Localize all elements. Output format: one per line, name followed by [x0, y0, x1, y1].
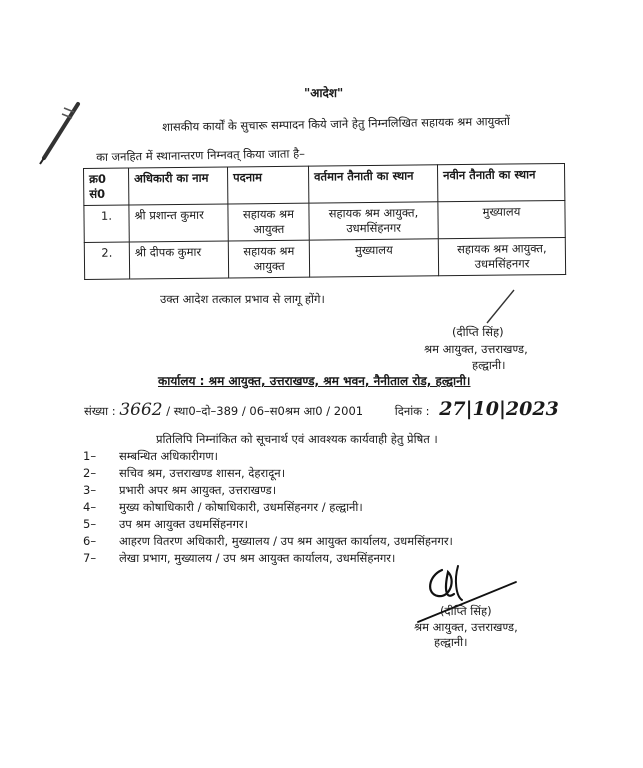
signatory-name-2: (दीप्ति सिंह) — [440, 604, 492, 618]
copy-heading: प्रतिलिपि निम्नांकित को सूचनार्थ एवं आवश्यक कार्यवाही हेतु प्रेषित । — [156, 432, 438, 446]
intro-line-2: का जनहित में स्थानान्तरण निम्नवत् किया जाता है– — [96, 146, 306, 164]
list-text: सचिव श्रम, उत्तराखण्ड शासन, देहरादून। — [119, 466, 286, 480]
cell-new-posting: सहायक श्रम आयुक्त, उधमसिंहनगर — [438, 237, 565, 275]
signatory-designation-2: श्रम आयुक्त, उत्तराखण्ड, — [414, 620, 518, 634]
date-value: 27|10|2023 — [439, 398, 559, 420]
reference-line — [84, 398, 559, 420]
list-item — [83, 551, 395, 565]
office-address: कार्यालय : श्रम आयुक्त, उत्तराखण्ड, श्रम भवन, नैनीताल रोड, हल्द्वानी। — [158, 374, 471, 388]
list-item — [83, 517, 248, 531]
table-header-row — [84, 163, 565, 205]
list-text: मुख्य कोषाधिकारी / कोषाधिकारी, उधमसिंहनगर / हल्द्वानी। — [119, 500, 363, 514]
list-number: 3– — [83, 483, 97, 497]
list-number: 4– — [83, 500, 97, 514]
order-title: "आदेश" — [304, 86, 344, 100]
list-item — [83, 483, 276, 497]
col-new-posting: नवीन तैनाती का स्थान — [437, 163, 564, 201]
transfer-table — [83, 163, 566, 280]
list-number: 5– — [83, 517, 97, 531]
list-text: प्रभारी अपर श्रम आयुक्त, उत्तराखण्ड। — [119, 483, 277, 497]
list-text: लेखा प्रभाग, मुख्यालय / उप श्रम आयुक्त कार्यालय, उधमसिंहनगर। — [119, 551, 396, 565]
table-row — [84, 200, 565, 242]
list-item — [83, 466, 285, 480]
signatory-place: हल्द्वानी। — [472, 358, 506, 372]
effect-statement: उक्त आदेश तत्काल प्रभाव से लागू होंगे। — [160, 292, 325, 306]
signatory-name: (दीप्ति सिंह) — [452, 325, 504, 339]
list-number: 7– — [83, 551, 97, 565]
signatory-designation: श्रम आयुक्त, उत्तराखण्ड, — [424, 342, 528, 356]
list-item — [83, 449, 218, 463]
file-reference: / स्था0–दो–389 / 06–स0श्रम आ0 / 2001 — [166, 404, 364, 418]
list-item — [83, 534, 453, 548]
cell-current-posting: सहायक श्रम आयुक्त, उधमसिंहनगर — [309, 202, 438, 240]
intro-line-1: शासकीय कार्यों के सुचारू सम्पादन किये जाने हेतु निम्नलिखित सहायक श्रम आयुक्तों — [162, 113, 511, 134]
signatory-place-2: हल्द्वानी। — [434, 635, 468, 649]
signature-stroke-icon — [484, 288, 518, 326]
cell-new-posting: मुख्यालय — [438, 200, 565, 238]
list-text: उप श्रम आयुक्त उधमसिंहनगर। — [119, 517, 248, 531]
col-current-posting: वर्तमान तैनाती का स्थान — [308, 165, 437, 203]
cell-current-posting: मुख्यालय — [309, 239, 438, 277]
list-text: सम्बन्धित अधिकारीगण। — [119, 449, 219, 463]
date-label: दिनांक : — [394, 404, 430, 418]
list-number: 2– — [83, 466, 97, 480]
list-number: 6– — [83, 534, 97, 548]
col-serial: क्र0 सं0 — [84, 168, 129, 205]
col-officer-name: अधिकारी का नाम — [129, 167, 228, 205]
cell-designation: सहायक श्रम आयुक्त — [228, 203, 309, 241]
cell-officer-name: श्री दीपक कुमार — [129, 241, 228, 279]
list-number: 1– — [83, 449, 97, 463]
list-item — [83, 500, 363, 514]
cell-designation: सहायक श्रम आयुक्त — [228, 240, 309, 278]
reference-number: 3662 — [119, 400, 163, 420]
table-row — [84, 237, 565, 279]
pen-mark-icon — [34, 100, 86, 166]
cell-serial: 2. — [84, 242, 129, 279]
cell-officer-name: श्री प्रशान्त कुमार — [129, 204, 228, 242]
list-text: आहरण वितरण अधिकारी, मुख्यालय / उप श्रम आयुक्त कार्यालय, उधमसिंहनगर। — [119, 534, 453, 548]
cell-serial: 1. — [84, 205, 129, 242]
col-designation: पदनाम — [227, 166, 308, 204]
reference-label: संख्या : — [84, 404, 116, 418]
